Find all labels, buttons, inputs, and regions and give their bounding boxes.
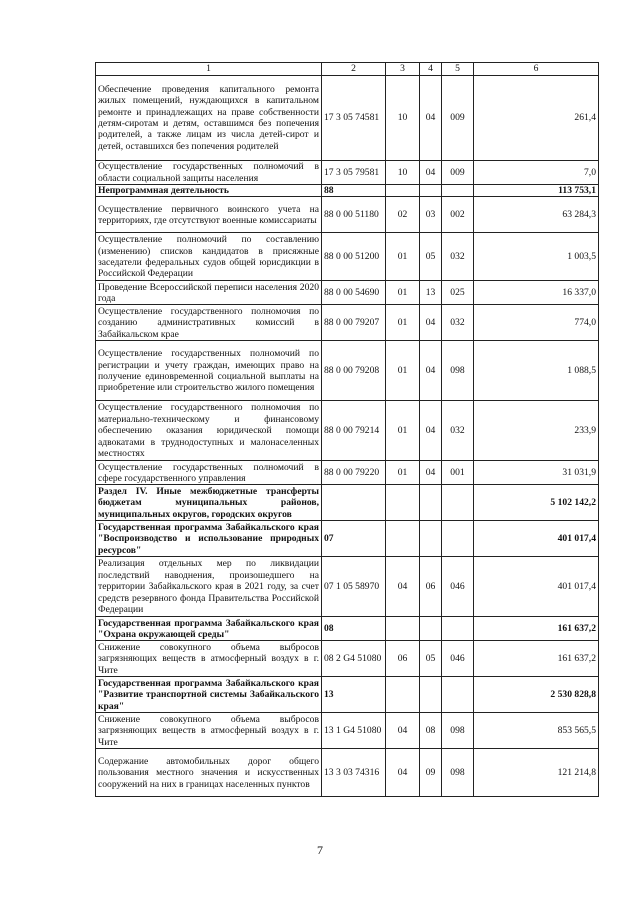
row-subsection: 05 <box>420 641 442 677</box>
column-header: 6 <box>474 63 599 76</box>
table-row <box>96 305 599 341</box>
column-header: 5 <box>442 63 474 76</box>
row-amount: 7,0 <box>474 161 599 185</box>
row-subsection: 05 <box>420 233 442 281</box>
row-section: 01 <box>386 233 420 281</box>
row-code: 13 3 03 74316 <box>322 749 386 797</box>
row-section: 01 <box>386 281 420 305</box>
row-name: Снижение совокупного объема выбросов загрязняющих веществ в атмосферный воздух в г. Чите <box>96 713 322 749</box>
table-row <box>96 617 599 641</box>
row-section <box>386 485 420 521</box>
table-row <box>96 461 599 485</box>
row-section: 10 <box>386 161 420 185</box>
row-section: 01 <box>386 305 420 341</box>
row-subsection: 04 <box>420 341 442 401</box>
row-name: Осуществление государственных полномочий в сфере государственного управления <box>96 461 322 485</box>
row-name: Осуществление государственного полномочия по материально-техническому и финансовому обеспечению оказания юридической помощи адвокатами в труднодоступных и малонаселенных местностях <box>96 401 322 461</box>
table-row <box>96 485 599 521</box>
row-recipient: 002 <box>442 197 474 233</box>
row-recipient: 098 <box>442 341 474 401</box>
row-recipient <box>442 521 474 557</box>
row-amount: 1 003,5 <box>474 233 599 281</box>
row-subsection <box>420 185 442 197</box>
row-name: Снижение совокупного объема выбросов загрязняющих веществ в атмосферный воздух в г. Чите <box>96 641 322 677</box>
table-row <box>96 76 599 161</box>
row-recipient: 032 <box>442 401 474 461</box>
budget-table <box>95 62 599 797</box>
row-recipient <box>442 485 474 521</box>
row-recipient <box>442 185 474 197</box>
row-code: 88 0 00 51200 <box>322 233 386 281</box>
row-subsection: 13 <box>420 281 442 305</box>
row-code: 08 2 G4 51080 <box>322 641 386 677</box>
column-header: 2 <box>322 63 386 76</box>
row-amount: 121 214,8 <box>474 749 599 797</box>
row-name: Проведение Всероссийской переписи населения 2020 года <box>96 281 322 305</box>
row-recipient: 098 <box>442 749 474 797</box>
row-code: 17 3 05 74581 <box>322 76 386 161</box>
row-recipient: 001 <box>442 461 474 485</box>
row-recipient <box>442 617 474 641</box>
table-header-row <box>96 63 599 76</box>
row-recipient: 098 <box>442 713 474 749</box>
row-code: 07 1 05 58970 <box>322 557 386 617</box>
row-subsection <box>420 485 442 521</box>
row-subsection: 04 <box>420 461 442 485</box>
row-amount: 401 017,4 <box>474 557 599 617</box>
column-header: 3 <box>386 63 420 76</box>
row-name: Содержание автомобильных дорог общего пользования местного значения и искусственных сооружений на них в границах населенных пунктов <box>96 749 322 797</box>
row-amount: 401 017,4 <box>474 521 599 557</box>
row-recipient: 032 <box>442 305 474 341</box>
row-subsection: 06 <box>420 557 442 617</box>
row-amount: 1 088,5 <box>474 341 599 401</box>
row-name: Осуществление государственных полномочий в области социальной защиты населения <box>96 161 322 185</box>
row-subsection <box>420 617 442 641</box>
row-amount: 161 637,2 <box>474 641 599 677</box>
row-name: Государственная программа Забайкальского края "Охрана окружающей среды" <box>96 617 322 641</box>
row-section <box>386 617 420 641</box>
row-recipient: 025 <box>442 281 474 305</box>
row-subsection <box>420 521 442 557</box>
row-code: 88 0 00 79214 <box>322 401 386 461</box>
row-subsection: 04 <box>420 305 442 341</box>
row-code: 17 3 05 79581 <box>322 161 386 185</box>
row-code: 88 0 00 51180 <box>322 197 386 233</box>
table-row <box>96 713 599 749</box>
row-amount: 2 530 828,8 <box>474 677 599 713</box>
row-recipient: 009 <box>442 76 474 161</box>
row-code: 88 0 00 54690 <box>322 281 386 305</box>
row-code: 13 <box>322 677 386 713</box>
row-section <box>386 521 420 557</box>
row-amount: 774,0 <box>474 305 599 341</box>
row-amount: 5 102 142,2 <box>474 485 599 521</box>
row-amount: 261,4 <box>474 76 599 161</box>
row-code <box>322 485 386 521</box>
row-name: Раздел IV. Иные межбюджетные трансферты бюджетам муниципальных районов, муниципальных округов, городских округов <box>96 485 322 521</box>
table-row <box>96 185 599 197</box>
row-name: Осуществление первичного воинского учета на территориях, где отсутствуют военные комиссариаты <box>96 197 322 233</box>
row-subsection: 04 <box>420 401 442 461</box>
row-name: Государственная программа Забайкальского края "Воспроизводство и использование природных ресурсов" <box>96 521 322 557</box>
row-amount: 113 753,1 <box>474 185 599 197</box>
row-section: 10 <box>386 76 420 161</box>
row-name: Обеспечение проведения капитального ремонта жилых помещений, нуждающихся в капитальном ремонте и принадлежащих на праве собственности детям-сиротам и детям, оставшимся без попечения родителей, а также лицам из числа детей-сирот и детей, оставшихся без попечения родителей <box>96 76 322 161</box>
row-name: Государственная программа Забайкальского края "Развитие транспортной системы Забайкальского края" <box>96 677 322 713</box>
row-subsection: 09 <box>420 749 442 797</box>
row-recipient <box>442 677 474 713</box>
row-recipient: 046 <box>442 557 474 617</box>
row-name: Осуществление государственного полномочия по созданию административных комиссий в Забайкальском крае <box>96 305 322 341</box>
row-section: 02 <box>386 197 420 233</box>
row-subsection: 03 <box>420 197 442 233</box>
row-section <box>386 677 420 713</box>
row-amount: 63 284,3 <box>474 197 599 233</box>
table-row <box>96 521 599 557</box>
row-section <box>386 185 420 197</box>
row-recipient: 032 <box>442 233 474 281</box>
row-code: 88 0 00 79208 <box>322 341 386 401</box>
row-name: Реализация отдельных мер по ликвидации последствий наводнения, произошедшего на территории Забайкальского края в 2021 году, за счет средств резервного фонда Правительства Российской Федерации <box>96 557 322 617</box>
row-name: Осуществление государственных полномочий по регистрации и учету граждан, имеющих право на получение единовременной социальной выплаты на приобретение или строительство жилого помещения <box>96 341 322 401</box>
row-code: 88 <box>322 185 386 197</box>
row-amount: 233,9 <box>474 401 599 461</box>
table-row <box>96 281 599 305</box>
row-section: 01 <box>386 461 420 485</box>
row-name: Осуществление полномочий по составлению (изменению) списков кандидатов в присяжные заседатели федеральных судов общей юрисдикции в Российской Федерации <box>96 233 322 281</box>
row-amount: 16 337,0 <box>474 281 599 305</box>
row-code: 88 0 00 79220 <box>322 461 386 485</box>
table-row <box>96 161 599 185</box>
row-recipient: 009 <box>442 161 474 185</box>
table-row <box>96 749 599 797</box>
row-section: 04 <box>386 749 420 797</box>
table-row <box>96 401 599 461</box>
row-amount: 853 565,5 <box>474 713 599 749</box>
row-recipient: 046 <box>442 641 474 677</box>
row-subsection <box>420 677 442 713</box>
row-code: 07 <box>322 521 386 557</box>
row-subsection: 08 <box>420 713 442 749</box>
row-code: 08 <box>322 617 386 641</box>
row-name: Непрограммная деятельность <box>96 185 322 197</box>
row-section: 04 <box>386 557 420 617</box>
row-section: 01 <box>386 341 420 401</box>
table-row <box>96 341 599 401</box>
row-section: 06 <box>386 641 420 677</box>
row-code: 13 1 G4 51080 <box>322 713 386 749</box>
table-row <box>96 641 599 677</box>
row-subsection: 04 <box>420 76 442 161</box>
row-amount: 31 031,9 <box>474 461 599 485</box>
row-section: 01 <box>386 401 420 461</box>
column-header: 4 <box>420 63 442 76</box>
row-amount: 161 637,2 <box>474 617 599 641</box>
table-row <box>96 233 599 281</box>
row-subsection: 04 <box>420 161 442 185</box>
table-row <box>96 677 599 713</box>
row-code: 88 0 00 79207 <box>322 305 386 341</box>
column-header: 1 <box>96 63 322 76</box>
page-number: 7 <box>317 843 323 857</box>
table-row <box>96 557 599 617</box>
row-section: 04 <box>386 713 420 749</box>
table-row <box>96 197 599 233</box>
